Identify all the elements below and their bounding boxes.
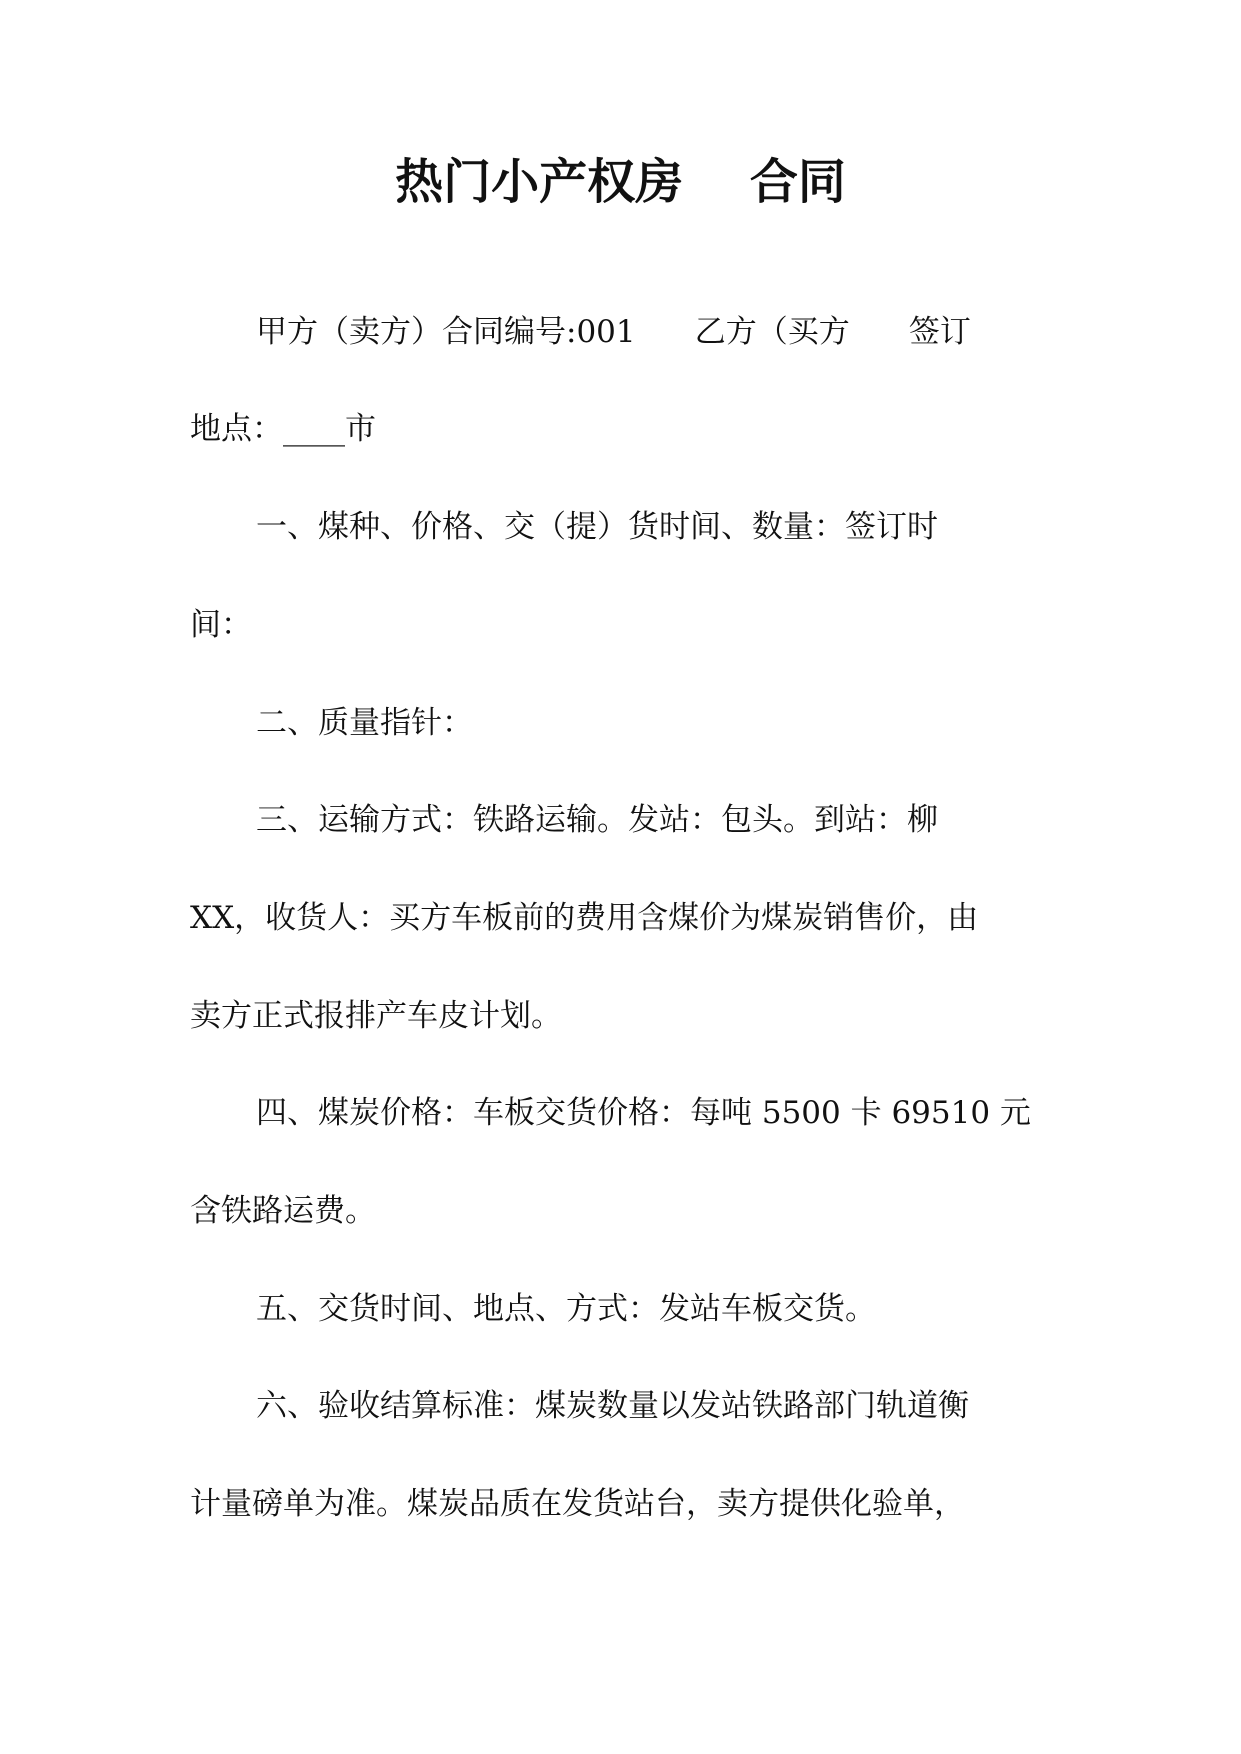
- document-title: 热门小产权房 合同: [395, 154, 846, 210]
- contract-parties-line: 甲方（卖方）合同编号:001 乙方（买方 签订: [256, 314, 971, 350]
- clause-3-line-1: 三、运输方式：铁路运输。发站：包头。到站：柳: [256, 802, 938, 838]
- clause-6-line-2: 计量磅单为准。煤炭品质在发货站台，卖方提供化验单，: [190, 1486, 965, 1522]
- clause-4-line-2: 含铁路运费。: [190, 1193, 376, 1229]
- clause-1-line-1: 一、煤种、价格、交（提）货时间、数量：签订时: [256, 509, 938, 545]
- clause-3-line-2: XX，收货人：买方车板前的费用含煤价为煤炭销售价，由: [190, 900, 979, 936]
- clause-6-line-1: 六、验收结算标准：煤炭数量以发站铁路部门轨道衡: [256, 1388, 969, 1424]
- clause-3-line-3: 卖方正式报排产车皮计划。: [190, 998, 562, 1034]
- clause-2-line: 二、质量指针：: [256, 705, 473, 741]
- clause-1-line-2: 间：: [190, 607, 252, 643]
- signing-location-line: 地点：____市: [190, 411, 376, 447]
- clause-5-line: 五、交货时间、地点、方式：发站车板交货。: [256, 1291, 876, 1327]
- clause-4-line-1: 四、煤炭价格：车板交货价格：每吨 5500 卡 69510 元: [256, 1095, 1031, 1131]
